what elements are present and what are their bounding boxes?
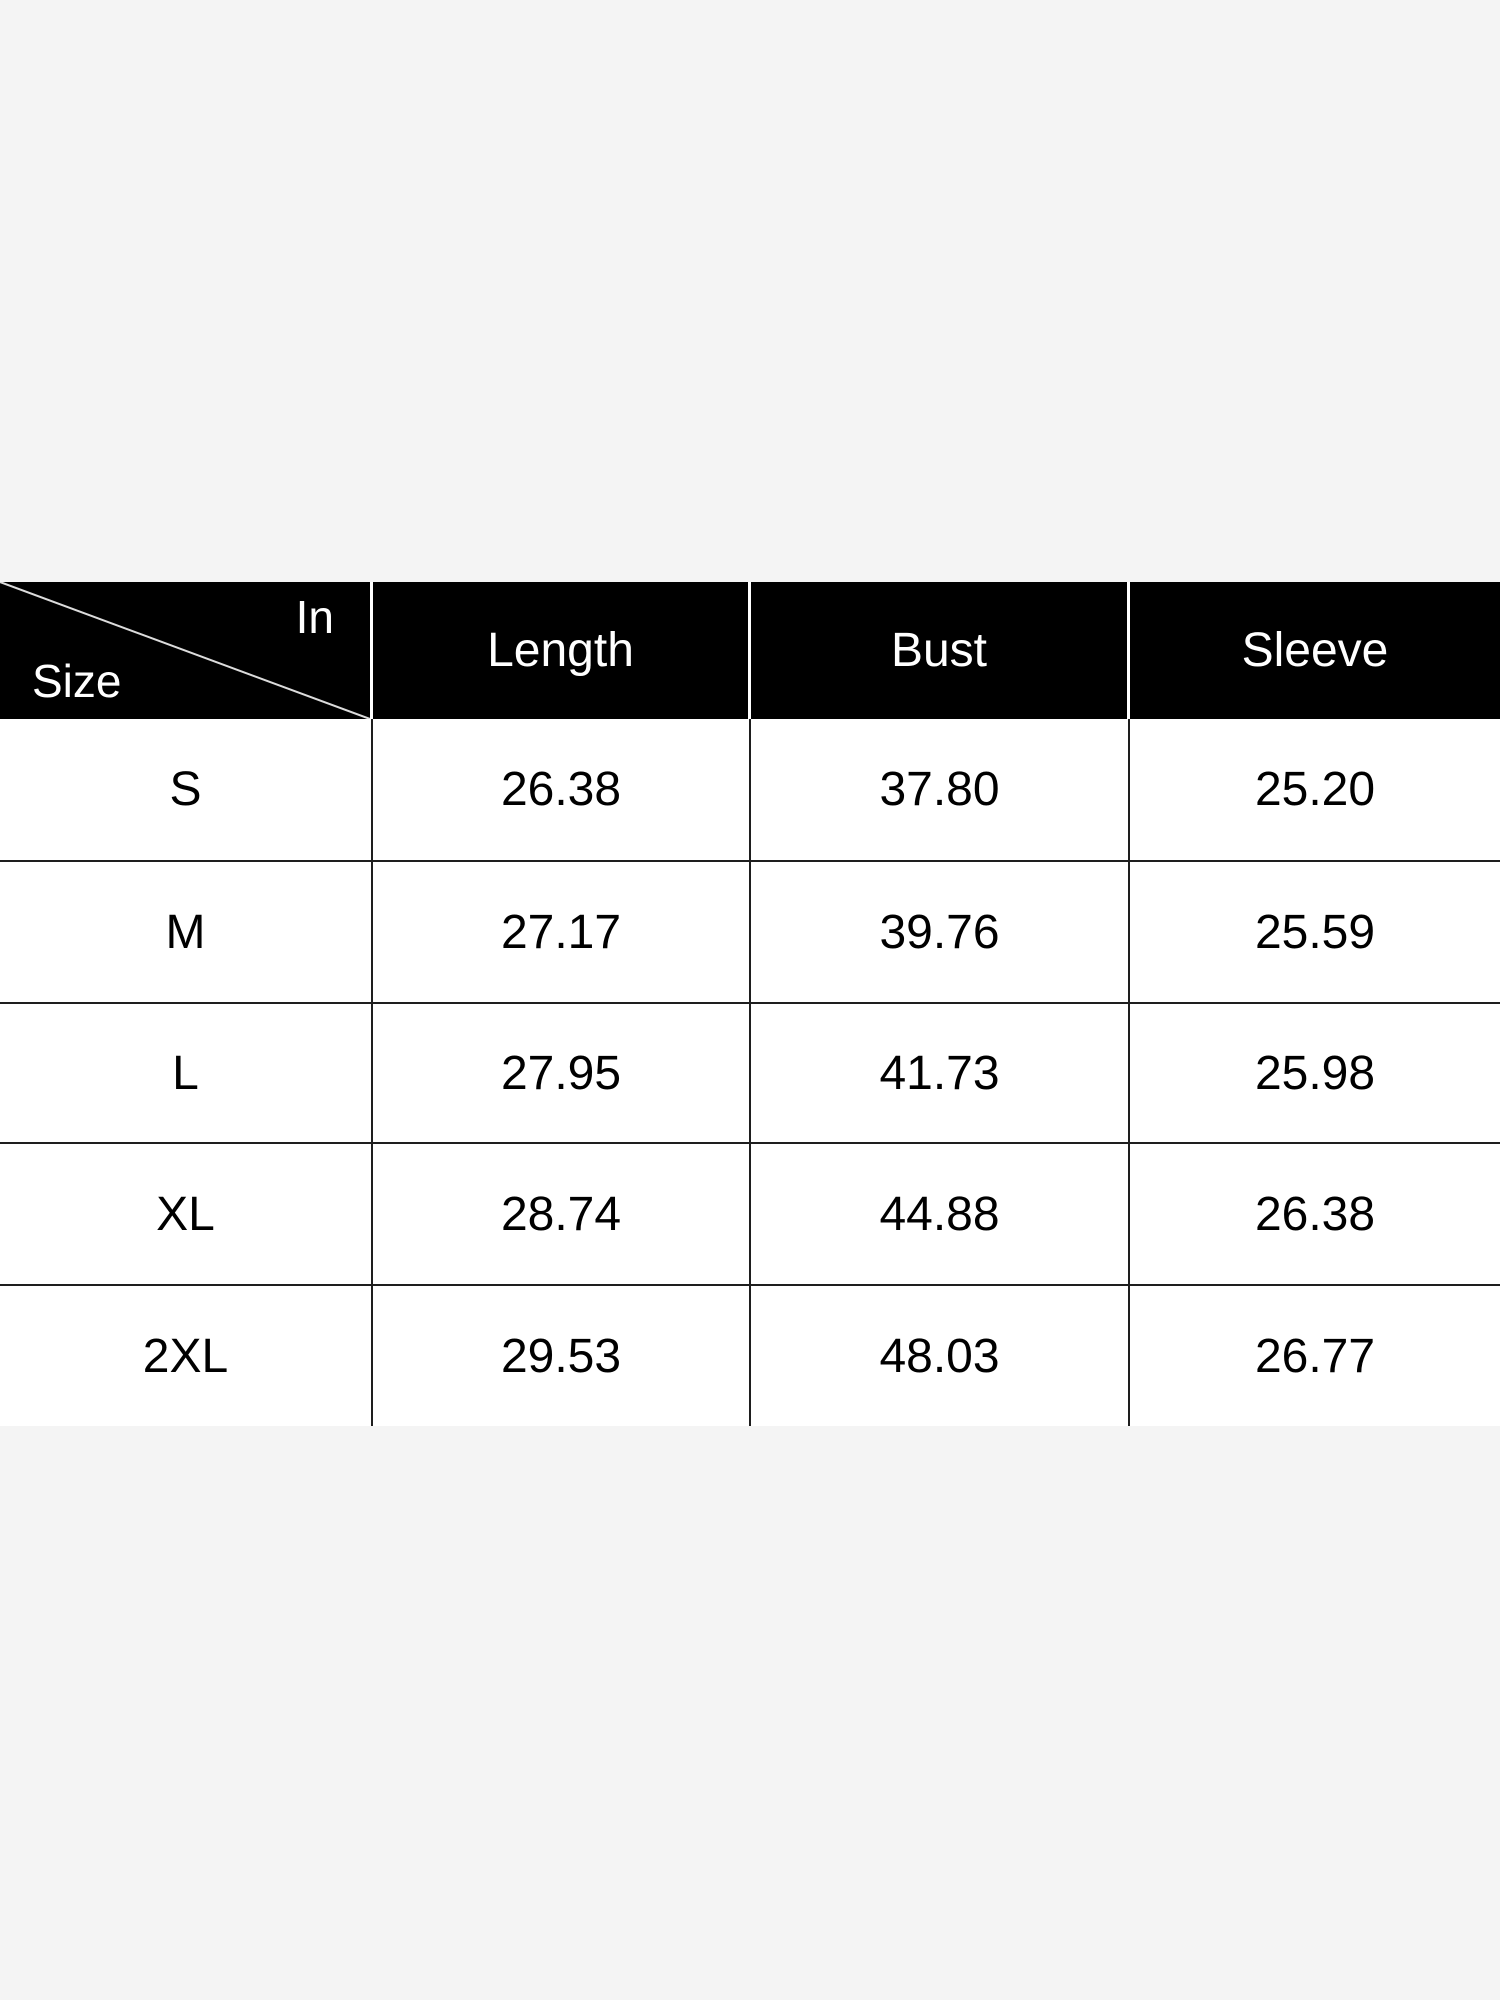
sleeve-value: 26.38	[1254, 1187, 1376, 1241]
table-row-m	[0, 862, 1500, 1004]
size-cell	[0, 1286, 373, 1426]
header-label-sleeve: Sleeve	[1241, 624, 1389, 677]
header-cell-sleeve	[1130, 582, 1500, 719]
bust-cell	[751, 1004, 1130, 1142]
length-cell	[373, 1286, 751, 1426]
bust-cell	[751, 1144, 1130, 1284]
length-value: 27.95	[500, 1046, 622, 1100]
size-value: M	[165, 905, 206, 959]
sleeve-cell	[1130, 1004, 1500, 1142]
length-value: 26.38	[500, 763, 622, 816]
size-cell	[0, 862, 373, 1002]
size-cell	[0, 1004, 373, 1142]
length-cell	[373, 862, 751, 1002]
corner-header-cell	[0, 582, 373, 719]
header-cell-length	[373, 582, 751, 719]
bust-cell	[751, 862, 1130, 1002]
header-cell-bust	[751, 582, 1130, 719]
size-cell	[0, 1144, 373, 1284]
header-label-bust: Bust	[890, 624, 988, 677]
table-row-l	[0, 1004, 1500, 1144]
size-value: S	[169, 763, 202, 816]
sleeve-value: 25.59	[1254, 905, 1376, 959]
bust-cell	[751, 1286, 1130, 1426]
sleeve-cell	[1130, 719, 1500, 860]
bust-value: 41.73	[879, 1046, 1000, 1100]
table-row-2xl	[0, 1286, 1500, 1426]
sleeve-value: 25.20	[1254, 763, 1376, 816]
length-cell	[373, 1144, 751, 1284]
length-value: 29.53	[500, 1329, 622, 1383]
size-cell	[0, 719, 373, 860]
bust-value: 44.88	[879, 1187, 1000, 1241]
sleeve-cell	[1130, 862, 1500, 1002]
size-chart-table	[0, 582, 1500, 1426]
size-value: 2XL	[142, 1329, 229, 1383]
table-header-row	[0, 582, 1500, 719]
bust-cell	[751, 719, 1130, 860]
sleeve-cell	[1130, 1144, 1500, 1284]
unit-corner-label: In	[295, 591, 334, 643]
table-row-xl	[0, 1144, 1500, 1286]
size-axis-corner-label: Size	[32, 655, 122, 708]
length-value: 28.74	[500, 1187, 622, 1241]
sleeve-cell	[1130, 1286, 1500, 1426]
sleeve-value: 25.98	[1254, 1046, 1376, 1100]
length-cell	[373, 1004, 751, 1142]
size-value: L	[172, 1046, 199, 1100]
header-label-length: Length	[487, 624, 634, 677]
sleeve-value: 26.77	[1254, 1329, 1376, 1383]
length-value: 27.17	[500, 905, 622, 959]
bust-value: 39.76	[879, 905, 1000, 959]
bust-value: 48.03	[879, 1329, 1000, 1383]
size-value: XL	[156, 1187, 215, 1241]
length-cell	[373, 719, 751, 860]
table-row-s	[0, 719, 1500, 862]
bust-value: 37.80	[879, 763, 1000, 816]
